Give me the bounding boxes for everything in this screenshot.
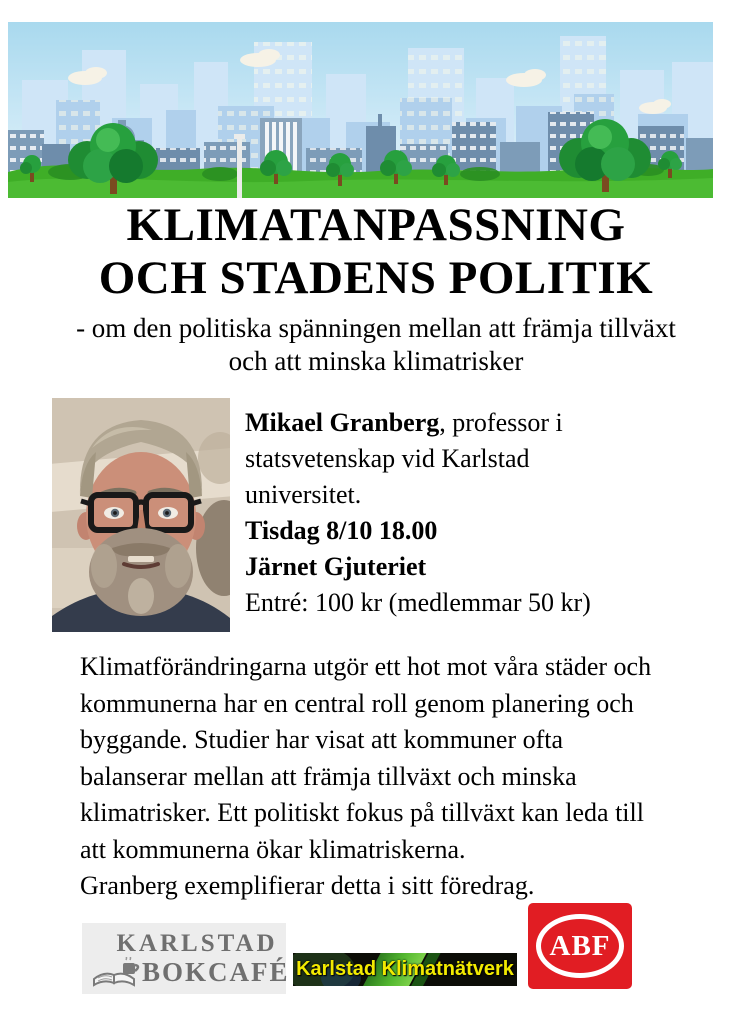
bokcafe-logo-line2: BOKCAFÉ [142, 956, 290, 987]
karlstad-klimatnatverk-logo [293, 953, 517, 986]
event-price: Entré: 100 kr (medlemmar 50 kr) [245, 588, 591, 617]
title-line-1: KLIMATANPASSNING [126, 199, 626, 251]
portrait-illustration [52, 398, 230, 632]
organizer-logos [0, 903, 752, 1003]
city-skyline-illustration [8, 22, 713, 198]
bokcafe-logo-line1: KARLSTAD [116, 929, 278, 957]
abf-logo [528, 903, 632, 989]
body-line: Granberg exemplifierar detta i sitt föredrag. [80, 871, 535, 900]
abf-logo-label: ABF [549, 929, 611, 962]
book-and-cup-icon [90, 957, 142, 987]
body-line: byggande. Studier har visat att kommuner ofta [80, 725, 564, 754]
klimat-logo-label: Karlstad Klimatnätverk [296, 958, 514, 980]
event-details [245, 398, 715, 632]
speaker-photo [52, 398, 230, 632]
speaker-title-rest: , professor i [439, 408, 563, 437]
speaker-section [52, 398, 715, 632]
poster-title [0, 199, 752, 305]
title-line-2: OCH STADENS POLITIK [98, 252, 654, 304]
subtitle-line-2: och att minska klimatrisker [228, 346, 524, 376]
speaker-affiliation-line: statsvetenskap vid Karlstad [245, 444, 530, 473]
skyline-svg [8, 22, 713, 198]
body-line: Klimatförändringarna utgör ett hot mot våra städer och [80, 652, 652, 681]
event-venue: Järnet Gjuteriet [245, 552, 427, 581]
abf-oval-ring [536, 914, 624, 978]
speaker-affiliation-line: universitet. [245, 480, 362, 509]
karlstad-bokcafe-logo [82, 923, 290, 994]
poster-subtitle [0, 312, 752, 378]
subtitle-line-1: - om den politiska spänningen mellan att främja tillväxt [76, 313, 676, 343]
body-line: att kommunerna ökar klimatriskerna. [80, 834, 466, 864]
body-line: balanserar mellan att främja tillväxt och minska [80, 761, 577, 791]
body-line: kommunerna har en central roll genom planering och [80, 688, 634, 718]
event-datetime: Tisdag 8/10 18.00 [245, 516, 438, 545]
body-line: klimatrisker. Ett politiskt fokus på tillväxt kan leda till [80, 798, 644, 827]
speaker-name: Mikael Granberg [245, 408, 440, 437]
speaker-name-line [245, 405, 715, 441]
description-paragraph [80, 649, 690, 905]
